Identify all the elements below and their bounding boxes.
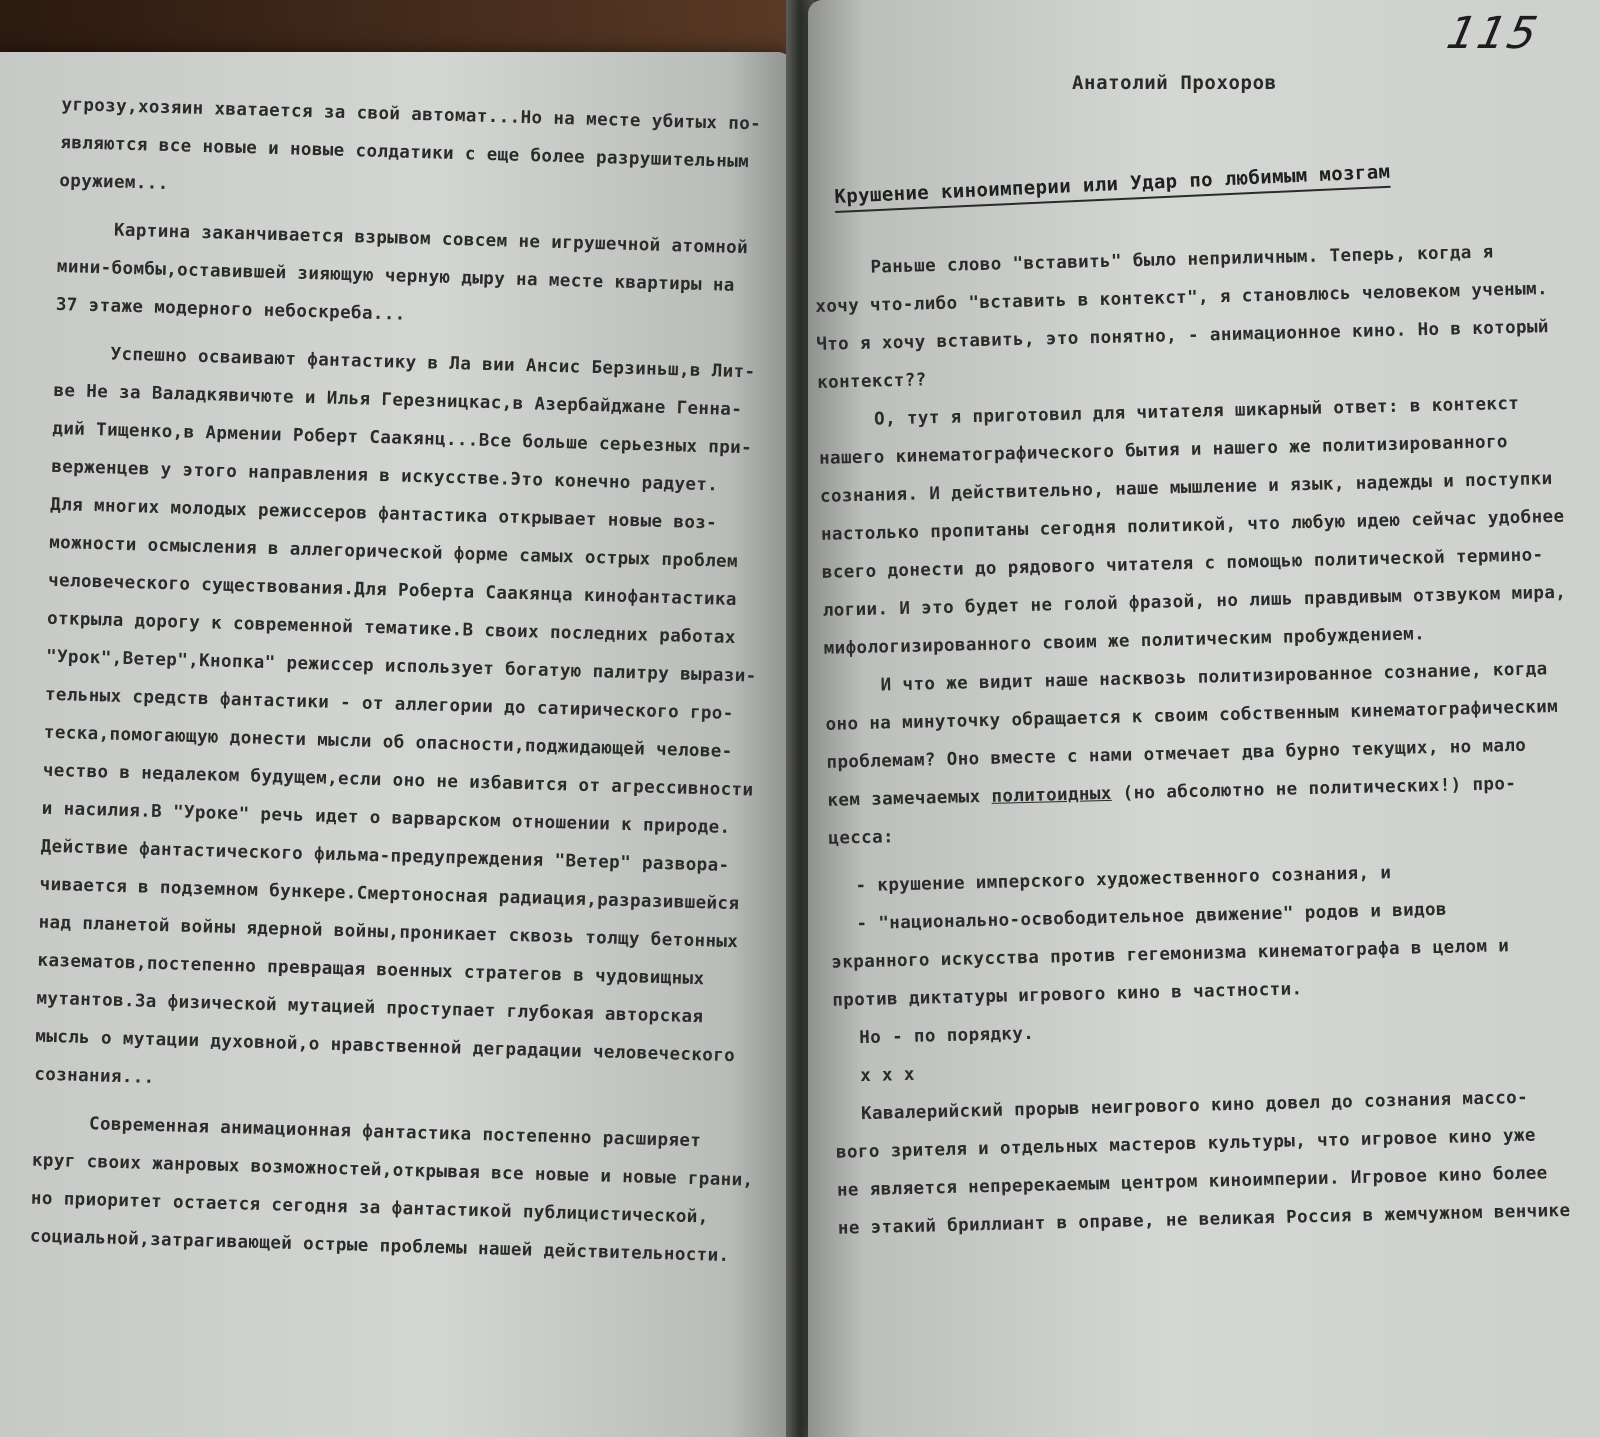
- text-line: Для многих молодых режиссеров фантастика открывает новые воз-: [50, 494, 718, 534]
- text-line: казематов,постепенно превращая военных стратегов в чудовищных: [37, 950, 705, 990]
- text-line: угрозу,хозяин хватается за свой автомат...Но на месте убитых по-: [61, 94, 762, 135]
- text-line: дий Тищенко,в Армении Роберт Саакянц...Все больше серьезных при-: [52, 418, 753, 459]
- text-line: вого зрителя и отдельных мастеров культуры, что игровое кино уже: [835, 1125, 1537, 1163]
- text-line: социальной,затрагивающей острые проблемы нашей действительности.: [29, 1226, 730, 1267]
- text-line: экранного искусства против гегемонизма кинематографа в целом и: [831, 936, 1510, 973]
- text-line: настолько пропитаны сегодня политикой, что любую идею сейчас удобнее: [820, 506, 1565, 545]
- text-line: верженцев у этого направления в искусстве.Это конечно радует.: [51, 456, 719, 496]
- text-fragment: кем замечаемых: [827, 787, 981, 811]
- text-line: "Урок",Ветер",Кнопка" режиссер использует богатую палитру вырази-: [45, 646, 757, 687]
- text-line: контекст??: [817, 370, 927, 393]
- left-page-text: [29, 86, 781, 1276]
- text-line: проблемам? Оно вместе с нами отмечает два бурно текущих, но мало: [826, 735, 1527, 773]
- text-line: ве Не за Валадкявичюте и Илья Герезницкас,в Азербайджане Генна-: [53, 380, 743, 421]
- author-name: Анатолий Прохоров: [1072, 72, 1277, 94]
- text-line: Кавалерийский прорыв неигрового кино довел до сознания массо-: [860, 1087, 1529, 1125]
- text-line: и насилия.В "Уроке" речь идет о варварском отношении к природе.: [41, 798, 731, 838]
- right-page-text: [814, 231, 1600, 1248]
- text-line: но приоритет остается сегодня за фантастикой публицистической,: [30, 1188, 709, 1228]
- text-line: сознания. И действительно, наше мышление и язык, надежды и поступки: [819, 469, 1553, 507]
- text-line: мифологизированного своим же политическим пробуждением.: [823, 624, 1426, 659]
- text-line: Что я хочу вставить, это понятно, - анимационное кино. Но в который: [816, 317, 1550, 355]
- text-line: чивается в подземном бункере.Смертоносная радиация,разразившейся: [39, 874, 740, 915]
- text-line: Картина заканчивается взрывом совсем не игрушечной атомной: [113, 220, 749, 259]
- text-line: круг своих жанровых возможностей,открывая все новые и новые грани,: [31, 1150, 754, 1191]
- text-line: не этакий бриллиант в оправе, не великая Россия в жемчужном венчике: [837, 1200, 1571, 1239]
- text-line: О, тут я приготовил для читателя шикарный ответ: в контекст: [873, 393, 1520, 430]
- text-line: можности осмысления в аллегорической форме самых острых проблем: [48, 532, 739, 573]
- text-line: чество в недалеком будущем,если оно не избавится от агрессивности: [42, 760, 754, 801]
- text-line: мысль о мутации духовной,о нравственной деградации человеческого: [35, 1026, 736, 1067]
- text-line: Современная анимационная фантастика постепенно расширяет: [88, 1114, 702, 1152]
- text-line: всего донести до рядового читателя с помощью политической термино-: [821, 545, 1544, 583]
- text-line: Успешно осваивают фантастику в Ла вии Ансис Берзиньш,в Лит-: [110, 344, 756, 383]
- list-item: - "национально-освободительное движение" родов и видов: [856, 899, 1448, 935]
- text-line: являются все новые и новые солдатики с еще более разрушительным: [60, 132, 750, 173]
- text-line: нашего кинематографического бытия и нашего же политизированного: [818, 432, 1509, 469]
- text-line: человеческого существования.Для Роберта Саакянца кинофантастика: [47, 570, 738, 611]
- text-line: тельных средств фантастики - от аллегории до сатирического гро-: [44, 684, 734, 724]
- right-page: [808, 0, 1600, 1437]
- text-line: мини-бомбы,оставившей зияющую черную дыру на месте квартиры на: [56, 256, 735, 296]
- article-title: Крушение киноимперии или Удар по любимым мозгам: [834, 161, 1391, 213]
- page-number: 115: [1442, 8, 1544, 59]
- text-line: против диктатуры игрового кино в частности.: [832, 979, 1303, 1011]
- text-line: хочу что-либо "вставить в контекст", я становлюсь человеком ученым.: [815, 279, 1549, 317]
- text-line: сознания...: [34, 1064, 155, 1088]
- text-line: мутантов.За физической мутацией проступает глубокая авторская: [36, 988, 704, 1028]
- text-line: оно на минуточку обращается к своим собственным кинематографическим: [825, 696, 1559, 735]
- text-line: открыла дорогу к современной тематике.В своих последних работах: [46, 608, 737, 649]
- text-line: Но - по порядку.: [859, 1023, 1035, 1049]
- text-line: И что же видит наше насквозь политизированное сознание, когда: [880, 659, 1548, 696]
- text-fragment: (но абсолютно не политических!) про-: [1122, 774, 1517, 804]
- section-divider: х х х: [859, 1064, 916, 1087]
- text-line: теска,помогающую донести мысли об опасности,поджидающей челове-: [43, 722, 733, 762]
- left-page: [0, 52, 792, 1437]
- text-line: Раньше слово "вставить" было неприличным. Теперь, когда я: [870, 242, 1494, 278]
- text-line: над планетой войны ядерной войны,проникает сквозь толщу бетонных: [38, 912, 739, 953]
- text-line: цесса:: [828, 827, 895, 849]
- text-line: 37 этаже модерного небоскреба...: [55, 294, 406, 325]
- list-item: - крушение имперского художественного сознания, и: [855, 863, 1392, 897]
- text-line: Действие фантастического фильма-предупреждения "Ветер" развора-: [40, 836, 730, 876]
- text-line: оружием...: [59, 170, 169, 195]
- underlined-term: политоидных: [991, 783, 1112, 807]
- text-line: не является непререкаемым центром киноимперии. Игровое кино более: [836, 1163, 1548, 1201]
- text-line: логии. И это будет не голой фразой, но лишь правдивым отзвуком мира,: [822, 582, 1567, 621]
